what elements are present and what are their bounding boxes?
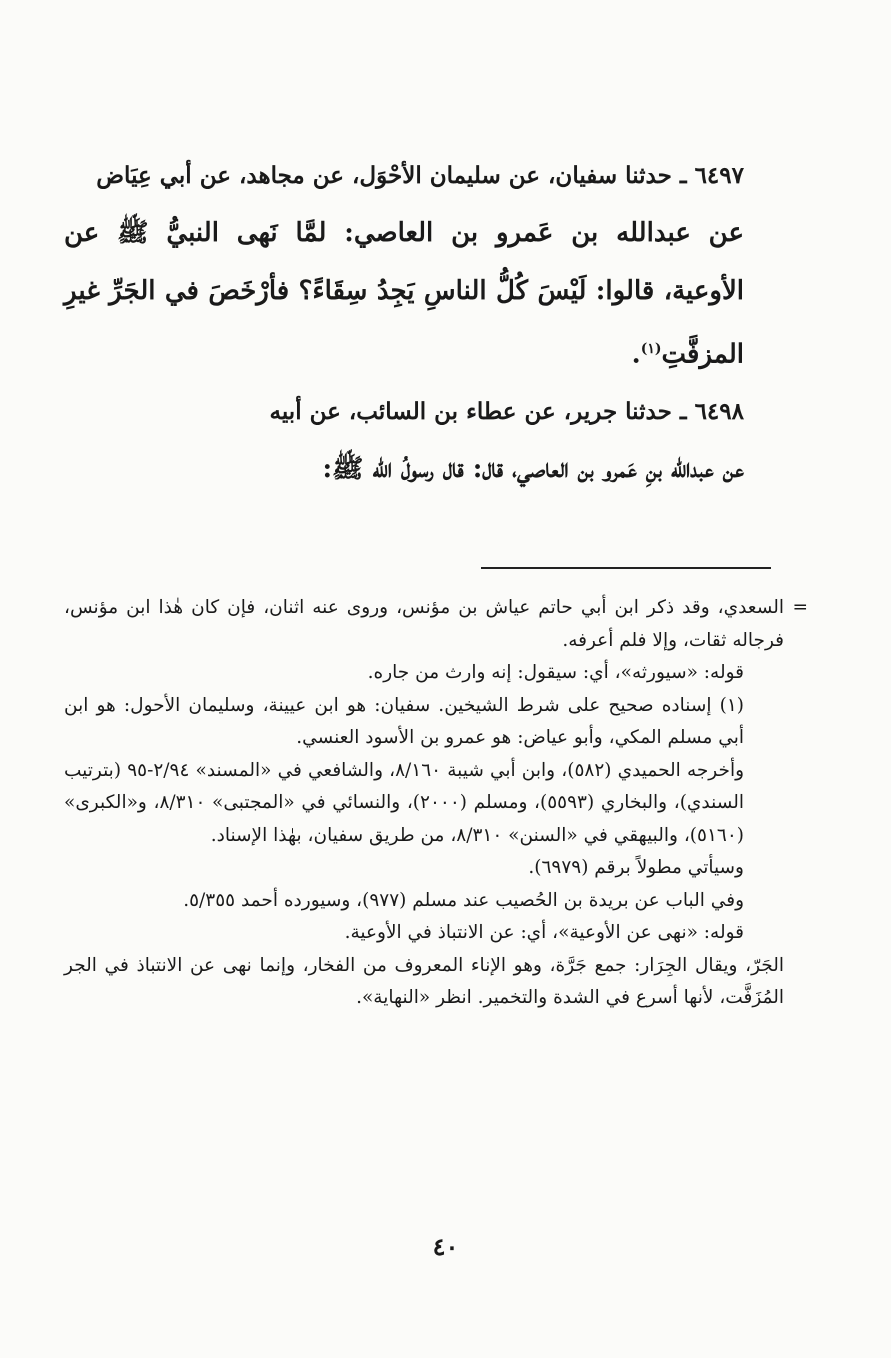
main-text — [64, 148, 784, 498]
hadith-6497-chain: ٦٤٩٧ ـ حدثنا سفيان، عن سليمان الأحْوَل، عن مجاهد، عن أبي عِيَاض — [96, 162, 744, 189]
continuation-mark: = — [792, 597, 808, 618]
footnote-jarr: الجَرّ، ويقال الجِرَار: جمع جَرَّة، وهو الإناء المعروف من الفخار، وإنما نهى عن الانتباذ في الجر المُزَفَّت، لأنها أسرع في الشدة والتخمير. انظر «النهاية». — [64, 954, 784, 1008]
hadith-6498-chain: ٦٤٩٨ ـ حدثنا جرير، عن عطاء بن السائب، عن أبيه — [269, 397, 744, 425]
footnote-continuation-text: السعدي، وقد ذكر ابن أبي حاتم عياش بن مؤنس، وروى عنه اثنان، فإن كان هٰذا ابن مؤنس، فرجاله ثقات، وإلا فلم أعرفه. — [64, 597, 784, 651]
hadith-6497-matn — [64, 204, 784, 384]
hadith-6497-matn-text: عن عبدالله بن عَمرو بن العاصي: لمَّا نَهى النبيُّ ﷺ عن الأوعية، قالوا: لَيْسَ كُلُّ الناسِ يَجِدُ سِقَاءً؟ فأرْخَصَ في الجَرِّ غيرِ المزفَّتِ — [64, 218, 744, 370]
footnote-1-para-4: وفي الباب عن بريدة بن الحُصيب عند مسلم (٩٧٧)، وسيورده أحمد ٥/٣٥٥. — [183, 889, 744, 911]
footnote-1-para-1: (١) إسناده صحيح على شرط الشيخين. سفيان: هو ابن عيينة، وسليمان الأحول: هو ابن أبي مسلم المكي، وأبو عياض: هو عمرو بن الأسود العنسي. — [64, 694, 744, 748]
footnote-divider — [481, 567, 771, 569]
footnote-continuation — [64, 592, 808, 657]
footnote-qawluhu-2: قوله: «نهى عن الأوعية»، أي: عن الانتباذ في الأوعية. — [344, 922, 744, 943]
footnote-reference[interactable]: (١) — [640, 341, 662, 357]
footnotes — [64, 592, 808, 1015]
footnote-1-para-3: وسيأتي مطولاً برقم (٦٩٧٩). — [528, 857, 744, 878]
hadith-6498-matn: عن عبدالله بنِ عَمرو بن العاصي، قال: قال رسولُ الله ﷺ: — [322, 453, 744, 484]
page-number: ٤٠ — [432, 1232, 459, 1261]
hadith-6497-end: . — [631, 339, 641, 370]
footnote-qawluhu-1: قوله: «سيورثه»، أي: سيقول: إنه وارث من جاره. — [367, 662, 744, 683]
footnote-1-para-2: وأخرجه الحميدي (٥٨٢)، وابن أبي شيبة ٨/١٦٠، والشافعي في «المسند» ٢/٩٤-٩٥ (بترتيب السندي)، والبخاري (٥٥٩٣)، ومسلم (٢٠٠٠)، والنسائي في «المجتبى» ٨/٣١٠، و«الكبرى» (٥١٦٠)، والبيهقي في «السنن» ٨/٣١٠، من طريق سفيان، بهٰذا الإسناد. — [64, 759, 745, 846]
